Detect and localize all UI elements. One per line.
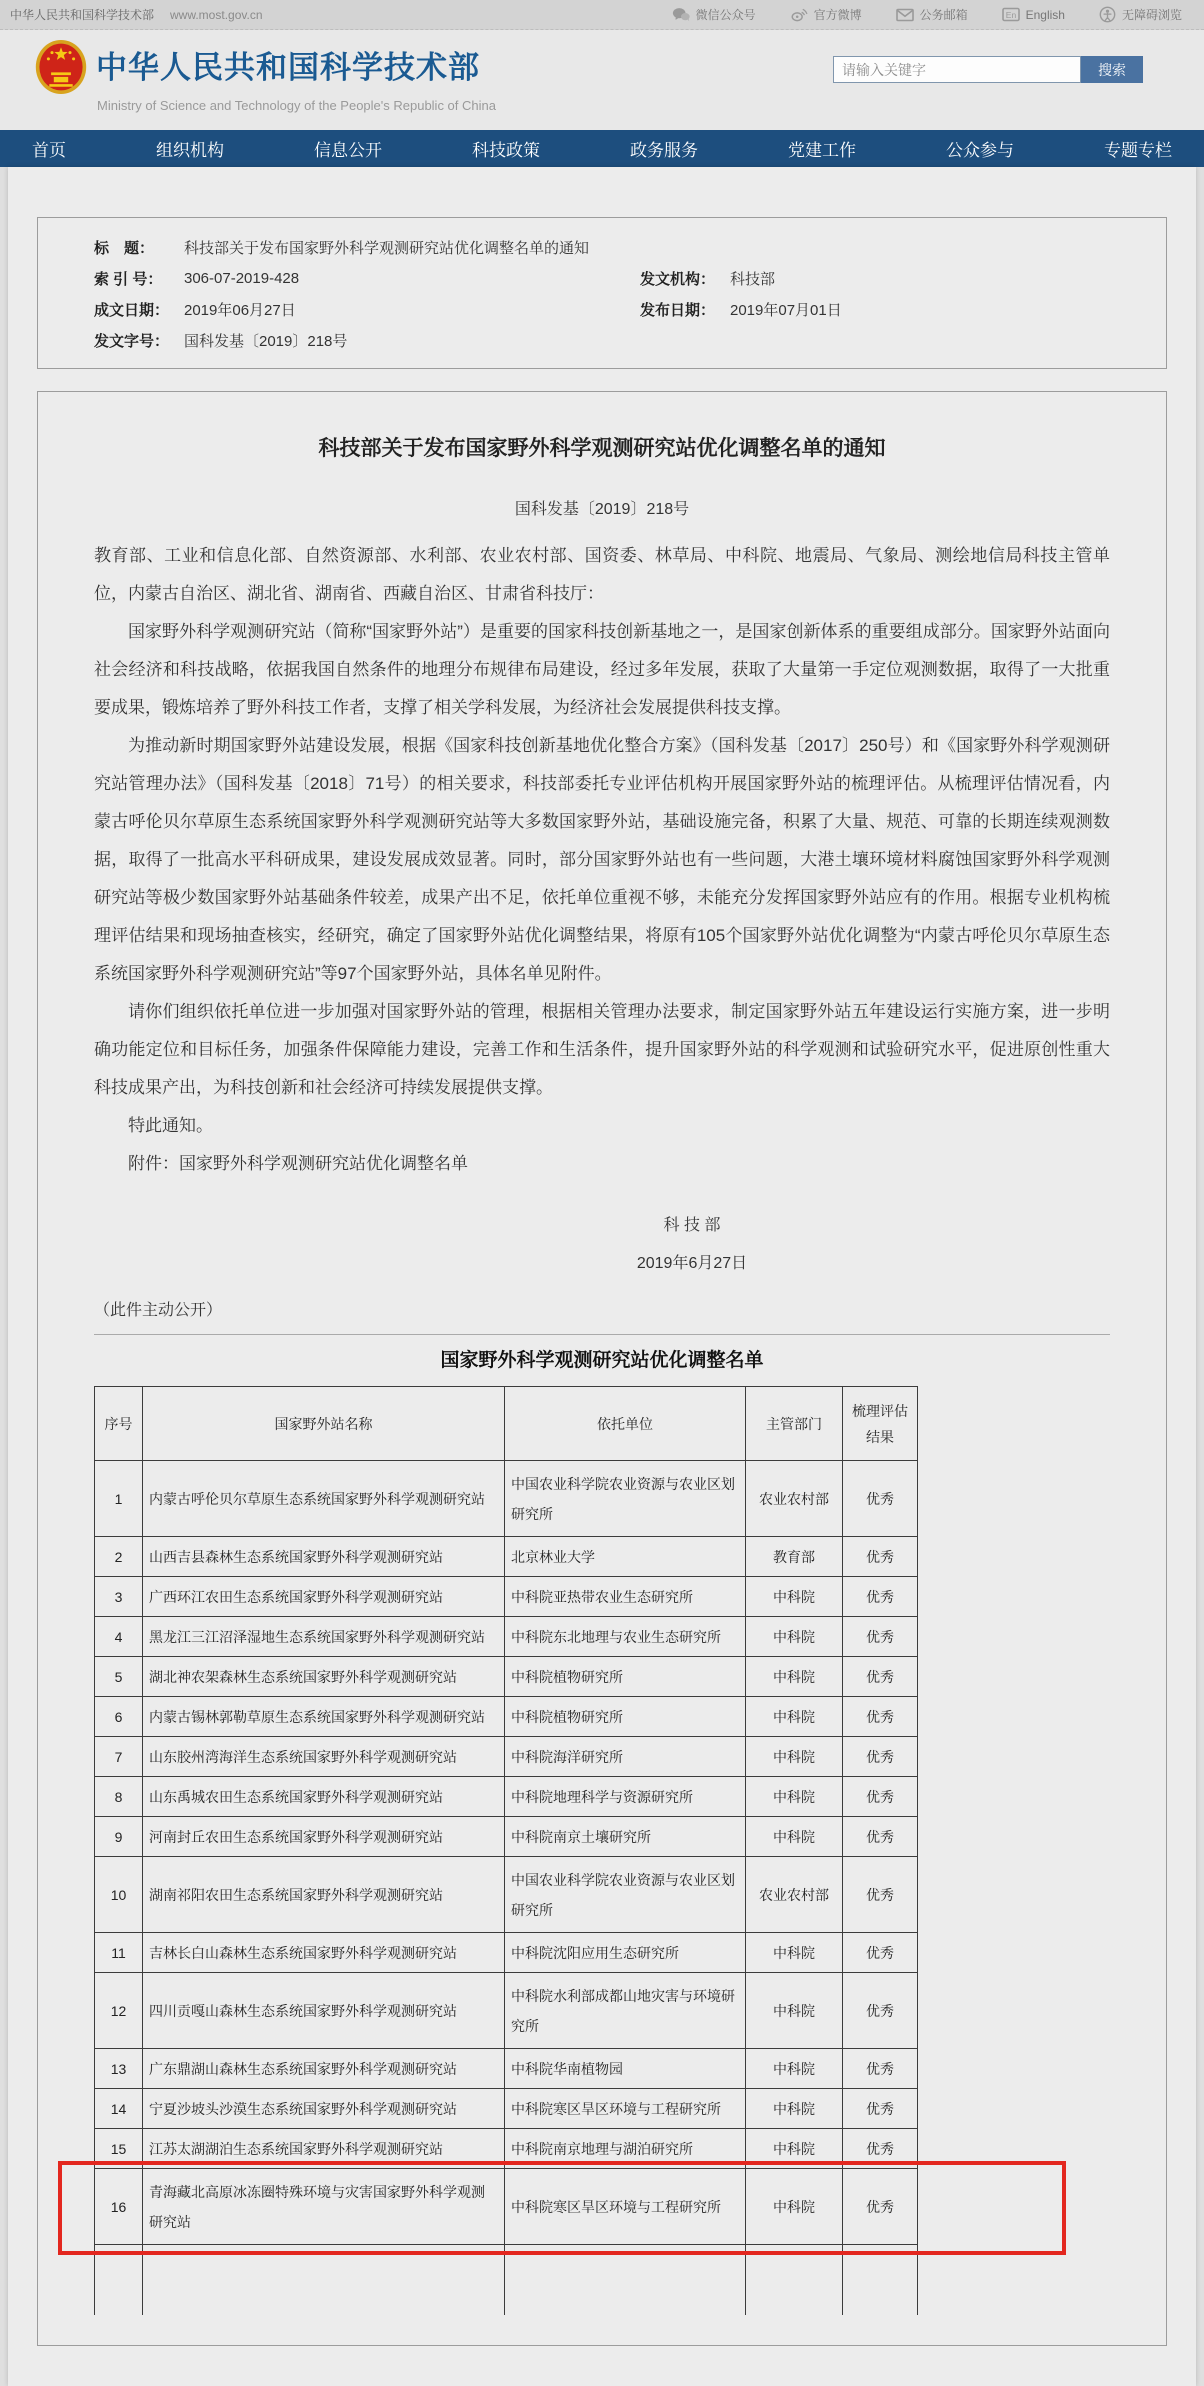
station-name: 河南封丘农田生态系统国家野外科学观测研究站 xyxy=(143,1817,505,1857)
station-no: 13 xyxy=(95,2049,143,2089)
empty-cell xyxy=(746,2245,843,2315)
dept: 中科院 xyxy=(746,2129,843,2169)
svg-text:En: En xyxy=(1005,10,1016,20)
station-name: 内蒙古呼伦贝尔草原生态系统国家野外科学观测研究站 xyxy=(143,1461,505,1537)
notice-doc-number: 国科发基〔2019〕218号 xyxy=(514,501,690,518)
table-row xyxy=(95,1817,918,1857)
signer: 科 技 部 xyxy=(663,1217,721,1234)
result: 优秀 xyxy=(843,1777,918,1817)
station-no: 9 xyxy=(95,1817,143,1857)
table-row xyxy=(95,2089,918,2129)
station-name: 山东胶州湾海洋生态系统国家野外科学观测研究站 xyxy=(143,1737,505,1777)
station-no: 12 xyxy=(95,1973,143,2049)
table-row xyxy=(95,2049,918,2089)
meta-docno-value: 国科发基〔2019〕218号 xyxy=(184,333,348,350)
search-input[interactable] xyxy=(833,56,1081,83)
empty-cell xyxy=(143,2245,505,2315)
host-org: 中科院水利部成都山地灾害与环境研究所 xyxy=(505,1973,746,2049)
topbar-link-wechat[interactable] xyxy=(672,6,756,23)
table-row xyxy=(95,1777,918,1817)
station-no: 16 xyxy=(95,2169,143,2245)
result: 优秀 xyxy=(843,2169,918,2245)
station-no: 10 xyxy=(95,1857,143,1933)
table-row xyxy=(95,1461,918,1537)
host-org: 中国农业科学院农业资源与农业区划研究所 xyxy=(505,1857,746,1933)
main-nav xyxy=(0,130,1204,167)
empty-cell xyxy=(505,2245,746,2315)
host-org: 中科院南京土壤研究所 xyxy=(505,1817,746,1857)
meta-publish-date-label: 发布日期： xyxy=(640,302,716,319)
station-name: 广东鼎湖山森林生态系统国家野外科学观测研究站 xyxy=(143,2049,505,2089)
result: 优秀 xyxy=(843,1697,918,1737)
topbar-link-label: English xyxy=(1025,7,1065,22)
notice-addressees: 教育部、工业和信息化部、自然资源部、水利部、农业农村部、国资委、林草局、中科院、地震局、气象局、测绘地信局科技主管单位，内蒙古自治区、湖北省、湖南省、西藏自治区、甘肃省科技厅： xyxy=(94,546,1110,603)
meta-title-label: 标 题： xyxy=(94,240,155,257)
topbar-links xyxy=(672,6,1182,23)
table-row xyxy=(95,2129,918,2169)
meta-written-date-label: 成文日期： xyxy=(94,302,170,319)
station-name: 山东禹城农田生态系统国家野外科学观测研究站 xyxy=(143,1777,505,1817)
topbar-link-mail[interactable] xyxy=(896,6,968,23)
station-name: 江苏太湖湖泊生态系统国家野外科学观测研究站 xyxy=(143,2129,505,2169)
content-sheet xyxy=(8,167,1196,2386)
dept: 农业农村部 xyxy=(746,1857,843,1933)
col-header-name: 国家野外站名称 xyxy=(143,1387,505,1461)
station-no: 14 xyxy=(95,2089,143,2129)
host-org: 中科院南京地理与湖泊研究所 xyxy=(505,2129,746,2169)
dept: 中科院 xyxy=(746,1777,843,1817)
table-row xyxy=(95,1737,918,1777)
search-box xyxy=(833,56,1143,83)
stations-table-body xyxy=(95,1461,918,2315)
result: 优秀 xyxy=(843,2049,918,2089)
dept: 中科院 xyxy=(746,1657,843,1697)
table-row xyxy=(95,1933,918,1973)
nav-item-政务服务[interactable]: 政务服务 xyxy=(630,141,698,160)
search-button[interactable]: 搜索 xyxy=(1081,56,1143,83)
nav-item-专题专栏[interactable]: 专题专栏 xyxy=(1104,141,1172,160)
nav-item-信息公开[interactable]: 信息公开 xyxy=(314,141,382,160)
table-row xyxy=(95,1973,918,2049)
notice-title: 科技部关于发布国家野外科学观测研究站优化调整名单的通知 xyxy=(318,437,886,460)
result: 优秀 xyxy=(843,1737,918,1777)
station-no: 11 xyxy=(95,1933,143,1973)
meta-publish-date-value: 2019年07月01日 xyxy=(730,302,842,319)
meta-issuer-value: 科技部 xyxy=(730,271,776,288)
notice-paragraph: 为推动新时期国家野外站建设发展，根据《国家科技创新基地优化整合方案》（国科发基〔2017〕250号）和《国家野外科学观测研究站管理办法》（国科发基〔2018〕71号）的相关要求，科技部委托专业评估机构开展国家野外站的梳理评估。从梳理评估情况看，内蒙古呼伦贝尔草原生态系统国家野外科学观测研究站等大多数国家野外站，基础设施完备，积累了大量、规范、可靠的长期连续观测数据，取得了一批高水平科研成果，建设发展成效显著。同时，部分国家野外站也有一些问题，大港土壤环境材料腐蚀国家野外科学观测研究站等极少数国家野外站基础条件较差，成果产出不足，依托单位重视不够，未能充分发挥国家野外站应有的作用。根据专业机构梳理评估结果和现场抽查核实，经研究，确定了国家野外站优化调整结果，将原有105个国家野外站优化调整为“内蒙古呼伦贝尔草原生态系统国家野外科学观测研究站”等97个国家野外站，具体名单见附件。 xyxy=(94,736,1110,983)
meta-index-value: 306-07-2019-428 xyxy=(184,270,300,287)
col-header-result: 梳理评估结果 xyxy=(843,1387,918,1461)
station-no: 7 xyxy=(95,1737,143,1777)
station-name: 青海藏北高原冰冻圈特殊环境与灾害国家野外科学观测研究站 xyxy=(143,2169,505,2245)
dept: 中科院 xyxy=(746,1577,843,1617)
station-name: 四川贡嘎山森林生态系统国家野外科学观测研究站 xyxy=(143,1973,505,2049)
station-name: 广西环江农田生态系统国家野外科学观测研究站 xyxy=(143,1577,505,1617)
nav-item-科技政策[interactable]: 科技政策 xyxy=(472,141,540,160)
nav-item-公众参与[interactable]: 公众参与 xyxy=(946,141,1014,160)
table-header-row xyxy=(95,1387,918,1461)
host-org: 中科院寒区旱区环境与工程研究所 xyxy=(505,2169,746,2245)
col-header-no: 序号 xyxy=(95,1387,143,1461)
station-name: 山西吉县森林生态系统国家野外科学观测研究站 xyxy=(143,1537,505,1577)
topbar-link-accessibility[interactable] xyxy=(1099,6,1182,23)
station-name: 吉林长白山森林生态系统国家野外科学观测研究站 xyxy=(143,1933,505,1973)
host-org: 中科院沈阳应用生态研究所 xyxy=(505,1933,746,1973)
station-name: 黑龙江三江沼泽湿地生态系统国家野外科学观测研究站 xyxy=(143,1617,505,1657)
meta-docno-label: 发文字号： xyxy=(94,333,170,350)
meta-written-date-value: 2019年06月27日 xyxy=(184,302,296,319)
attachment-table-title: 国家野外科学观测研究站优化调整名单 xyxy=(440,1350,764,1371)
signature-block xyxy=(184,1207,1200,1283)
host-org: 中科院地理科学与资源研究所 xyxy=(505,1777,746,1817)
empty-cell xyxy=(95,2245,143,2315)
host-org: 中科院植物研究所 xyxy=(505,1697,746,1737)
dept: 中科院 xyxy=(746,1933,843,1973)
meta-title-value: 科技部关于发布国家野外科学观测研究站优化调整名单的通知 xyxy=(184,240,590,257)
stations-table xyxy=(94,1386,918,2315)
site-name: 中华人民共和国科学技术部 xyxy=(10,8,155,22)
notice-body xyxy=(94,537,1110,1183)
table-row-partial xyxy=(95,2245,918,2315)
topbar-link-label: 微信公众号 xyxy=(695,8,756,22)
station-no: 2 xyxy=(95,1537,143,1577)
result: 优秀 xyxy=(843,1617,918,1657)
host-org: 中科院植物研究所 xyxy=(505,1657,746,1697)
host-org: 中科院东北地理与农业生态研究所 xyxy=(505,1617,746,1657)
dept: 中科院 xyxy=(746,2089,843,2129)
result: 优秀 xyxy=(843,1933,918,1973)
dept: 中科院 xyxy=(746,1817,843,1857)
document-meta-box xyxy=(37,217,1167,369)
topbar-link-en[interactable] xyxy=(1002,7,1065,22)
divider xyxy=(94,1334,1110,1335)
topbar-link-weibo[interactable] xyxy=(790,6,862,23)
attachment-link[interactable]: 附件：国家野外科学观测研究站优化调整名单 xyxy=(128,1154,468,1173)
result: 优秀 xyxy=(843,1577,918,1617)
station-no: 6 xyxy=(95,1697,143,1737)
nav-item-党建工作[interactable]: 党建工作 xyxy=(788,141,856,160)
station-no: 1 xyxy=(95,1461,143,1537)
page-title: 中华人民共和国科学技术部 xyxy=(96,50,480,85)
host-org: 中科院海洋研究所 xyxy=(505,1737,746,1777)
table-row xyxy=(95,1537,918,1577)
accessibility-icon xyxy=(1099,6,1116,23)
emblem-icon xyxy=(34,38,88,96)
nav-item-组织机构[interactable]: 组织机构 xyxy=(156,141,224,160)
empty-cell xyxy=(843,2245,918,2315)
disclosure-note: （此件主动公开） xyxy=(94,1302,223,1319)
dept: 中科院 xyxy=(746,2169,843,2245)
result: 优秀 xyxy=(843,1461,918,1537)
sign-date: 2019年6月27日 xyxy=(636,1255,748,1272)
topbar-link-label: 官方微博 xyxy=(813,8,862,22)
site-header xyxy=(0,30,1204,130)
station-name: 内蒙古锡林郭勒草原生态系统国家野外科学观测研究站 xyxy=(143,1697,505,1737)
notice-closing: 特此通知。 xyxy=(128,1116,213,1135)
national-emblem-logo[interactable] xyxy=(34,38,88,96)
station-no: 8 xyxy=(95,1777,143,1817)
nav-item-首页[interactable]: 首页 xyxy=(32,141,66,160)
result: 优秀 xyxy=(843,2129,918,2169)
host-org: 中国农业科学院农业资源与农业区划研究所 xyxy=(505,1461,746,1537)
host-org: 中科院亚热带农业生态研究所 xyxy=(505,1577,746,1617)
meta-index-label: 索 引 号： xyxy=(94,271,163,288)
top-utility-bar xyxy=(0,0,1204,30)
table-row xyxy=(95,1697,918,1737)
station-no: 4 xyxy=(95,1617,143,1657)
dept: 农业农村部 xyxy=(746,1461,843,1537)
table-row xyxy=(95,1857,918,1933)
col-header-dept: 主管部门 xyxy=(746,1387,843,1461)
mail-icon xyxy=(896,8,914,22)
document-box xyxy=(37,391,1167,2346)
dept: 中科院 xyxy=(746,1617,843,1657)
result: 优秀 xyxy=(843,1537,918,1577)
station-no: 15 xyxy=(95,2129,143,2169)
table-row xyxy=(95,1617,918,1657)
dept: 教育部 xyxy=(746,1537,843,1577)
table-row xyxy=(95,2169,918,2245)
page-subtitle: Ministry of Science and Technology of the People's Republic of China xyxy=(97,98,496,113)
result: 优秀 xyxy=(843,1817,918,1857)
host-org: 北京林业大学 xyxy=(505,1537,746,1577)
meta-issuer-label: 发文机构： xyxy=(640,271,716,288)
table-row xyxy=(95,1577,918,1617)
result: 优秀 xyxy=(843,1973,918,2049)
result: 优秀 xyxy=(843,1857,918,1933)
notice-paragraph: 国家野外科学观测研究站（简称“国家野外站”）是重要的国家科技创新基地之一，是国家创新体系的重要组成部分。国家野外站面向社会经济和科技战略，依据我国自然条件的地理分布规律布局建设，经过多年发展，获取了大量第一手定位观测数据，取得了一大批重要成果，锻炼培养了野外科技工作者，支撑了相关学科发展，为经济社会发展提供科技支撑。 xyxy=(94,622,1110,717)
host-org: 中科院寒区旱区环境与工程研究所 xyxy=(505,2089,746,2129)
host-org: 中科院华南植物园 xyxy=(505,2049,746,2089)
topbar-link-label: 无障碍浏览 xyxy=(1121,8,1182,22)
result: 优秀 xyxy=(843,1657,918,1697)
station-no: 5 xyxy=(95,1657,143,1697)
en-icon xyxy=(1002,7,1020,22)
topbar-link-label: 公务邮箱 xyxy=(919,8,968,22)
dept: 中科院 xyxy=(746,1737,843,1777)
table-row xyxy=(95,1657,918,1697)
notice-paragraph: 请你们组织依托单位进一步加强对国家野外站的管理，根据相关管理办法要求，制定国家野外站五年建设运行实施方案，进一步明确功能定位和目标任务，加强条件保障能力建设，完善工作和生活条件，提升国家野外站的科学观测和试验研究水平，促进原创性重大科技成果产出，为科技创新和社会经济可持续发展提供支撑。 xyxy=(94,1002,1110,1097)
station-name: 湖北神农架森林生态系统国家野外科学观测研究站 xyxy=(143,1657,505,1697)
wechat-icon xyxy=(672,7,690,22)
station-no: 3 xyxy=(95,1577,143,1617)
weibo-icon xyxy=(790,7,808,22)
dept: 中科院 xyxy=(746,2049,843,2089)
dept: 中科院 xyxy=(746,1697,843,1737)
col-header-org: 依托单位 xyxy=(505,1387,746,1461)
site-url[interactable]: www.most.gov.cn xyxy=(170,7,263,22)
dept: 中科院 xyxy=(746,1973,843,2049)
station-name: 宁夏沙坡头沙漠生态系统国家野外科学观测研究站 xyxy=(143,2089,505,2129)
station-name: 湖南祁阳农田生态系统国家野外科学观测研究站 xyxy=(143,1857,505,1933)
result: 优秀 xyxy=(843,2089,918,2129)
